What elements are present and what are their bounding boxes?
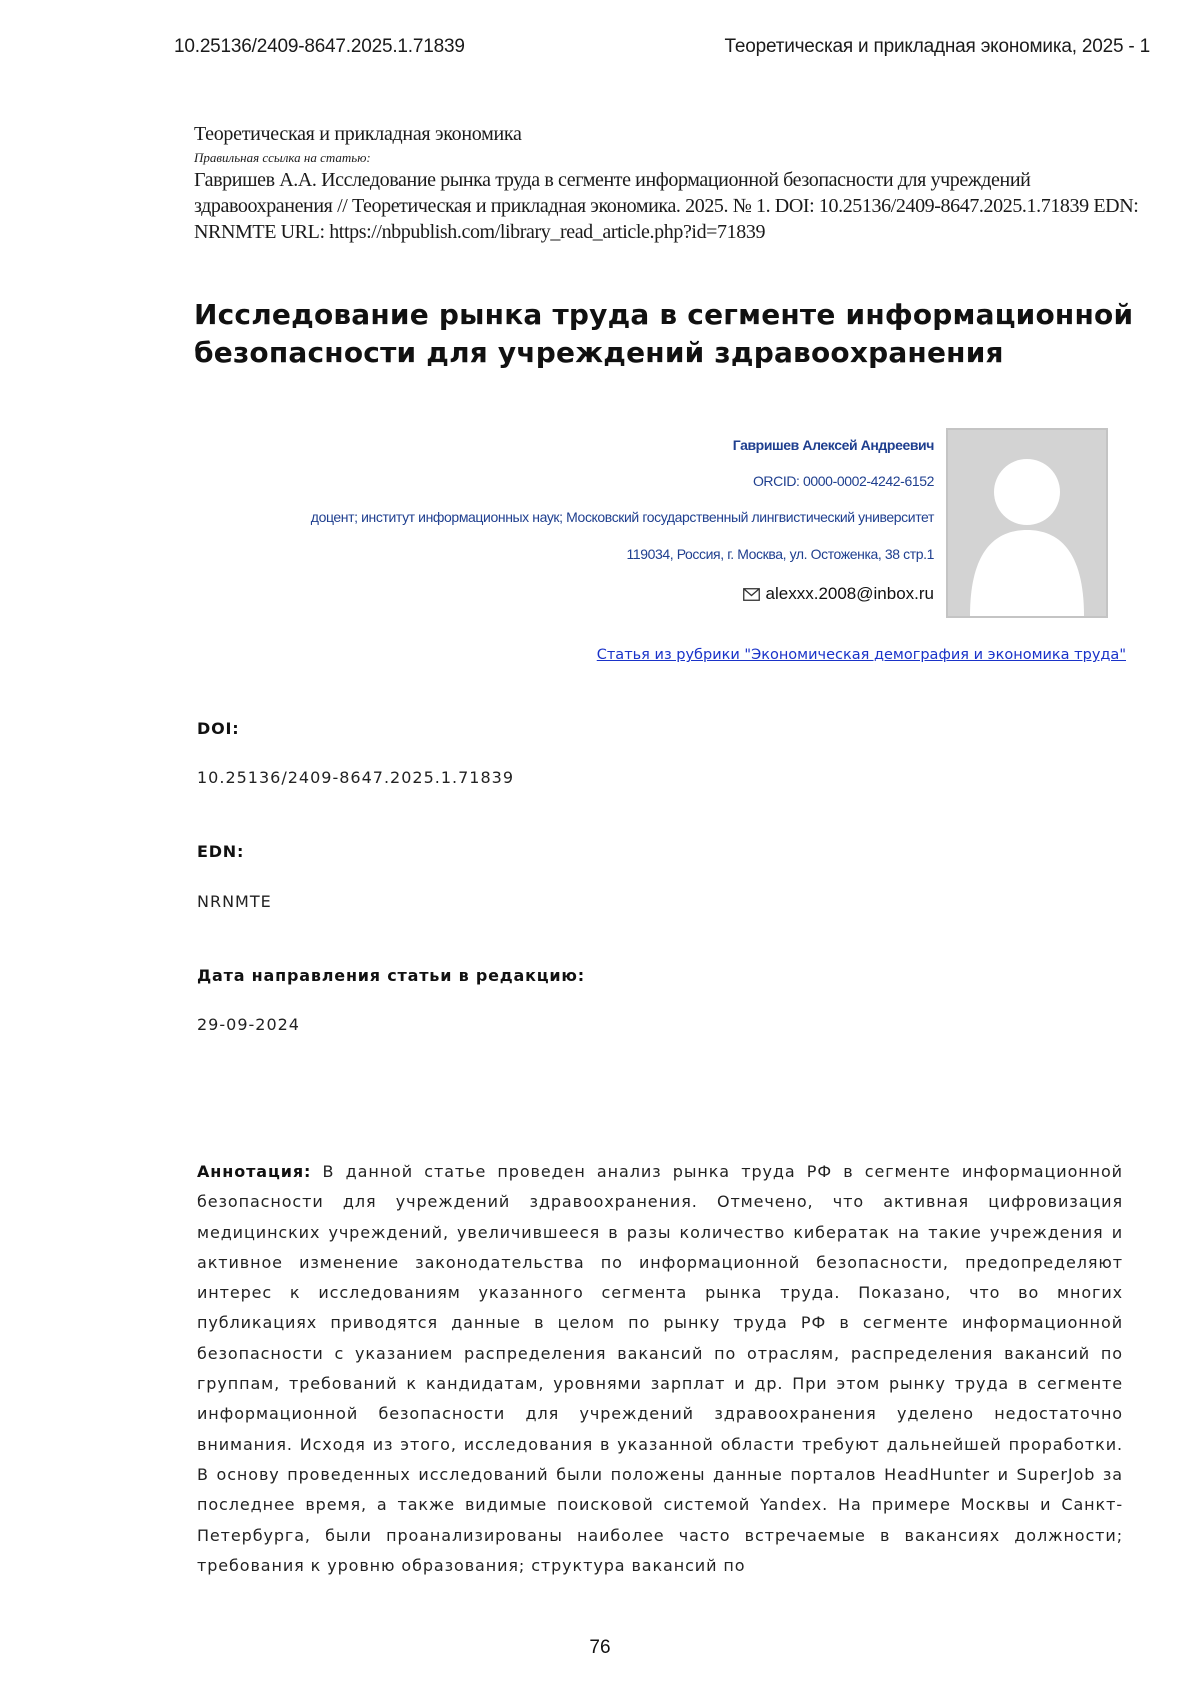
author-name[interactable]: Гавришев Алексей Андреевич (733, 437, 934, 453)
citation-text: Гавришев А.А. Исследование рынка труда в сегменте информационной безопасности для учреждений здравоохранения // Теоретическая и прикладная экономика. 2025. № 1. DOI: 10.25136/2409-8647.2025.1.71839 EDN: NRNMTE URL: https://nbpublish.com/library_read_article.php?id=71839 (194, 167, 1154, 245)
doi-value: 10.25136/2409-8647.2025.1.71839 (197, 768, 514, 787)
running-header-doi: 10.25136/2409-8647.2025.1.71839 (174, 36, 465, 58)
author-address: 119034, Россия, г. Москва, ул. Остоженка, 38 стр.1 (626, 546, 934, 562)
page-number: 76 (0, 1637, 1200, 1659)
rubric-link[interactable]: Статья из рубрики "Экономическая демография и экономика труда" (597, 647, 1126, 663)
person-silhouette-icon (948, 430, 1106, 616)
author-affiliation: доцент; институт информационных наук; Московский государственный лингвистический университет (311, 509, 934, 525)
edn-label: EDN: (197, 842, 244, 861)
author-avatar (946, 428, 1108, 618)
citation-label: Правильная ссылка на статью: (194, 150, 1154, 166)
article-title: Исследование рынка труда в сегменте информационной безопасности для учреждений здравоохранения (194, 296, 1154, 372)
submission-date-label: Дата направления статьи в редакцию: (197, 966, 585, 985)
doi-label: DOI: (197, 719, 239, 738)
edn-value: NRNMTE (197, 892, 272, 911)
author-email[interactable]: alexxx.2008@inbox.ru (766, 584, 934, 604)
author-orcid[interactable]: ORCID: 0000-0002-4242-6152 (753, 473, 934, 489)
citation-journal: Теоретическая и прикладная экономика (194, 123, 1154, 146)
running-header-journal-issue: Теоретическая и прикладная экономика, 2025 - 1 (725, 36, 1150, 58)
abstract (197, 1157, 1123, 1581)
author-email-row[interactable] (743, 584, 934, 604)
submission-date-value: 29-09-2024 (197, 1015, 300, 1034)
envelope-icon (743, 588, 760, 601)
abstract-label: Аннотация: (197, 1162, 311, 1181)
abstract-text: В данной статье проведен анализ рынка труда РФ в сегменте информационной безопасности для учреждений здравоохранения. Отмечено, что активная цифровизация медицинских учреждений, увеличившееся в разы количество кибератак на такие учреждения и активное изменение законодательства по информационной безопасности, предопределяют интерес к исследованиям указанного сегмента рынка труда. Показано, что во многих публикациях приводятся данные в целом по рынку труда РФ в сегменте информационной безопасности с указанием распределения вакансий по отраслям, распределения вакансий по группам, требований к кандидатам, уровнями зарплат и др. При этом рынку труда в сегменте информационной безопасности для учреждений здравоохранения уделено недостаточно внимания. Исходя из этого, исследования в указанной области требуют дальнейшей проработки. В основу проведенных исследований были положены данные порталов HeadHunter и SuperJob за последнее время, а также видимые поисковой системой Yandex. На примере Москвы и Санкт-Петербурга, были проанализированы наиболее часто встречаемые в вакансиях должности; требования к уровню образования; структура вакансий по (197, 1162, 1123, 1575)
